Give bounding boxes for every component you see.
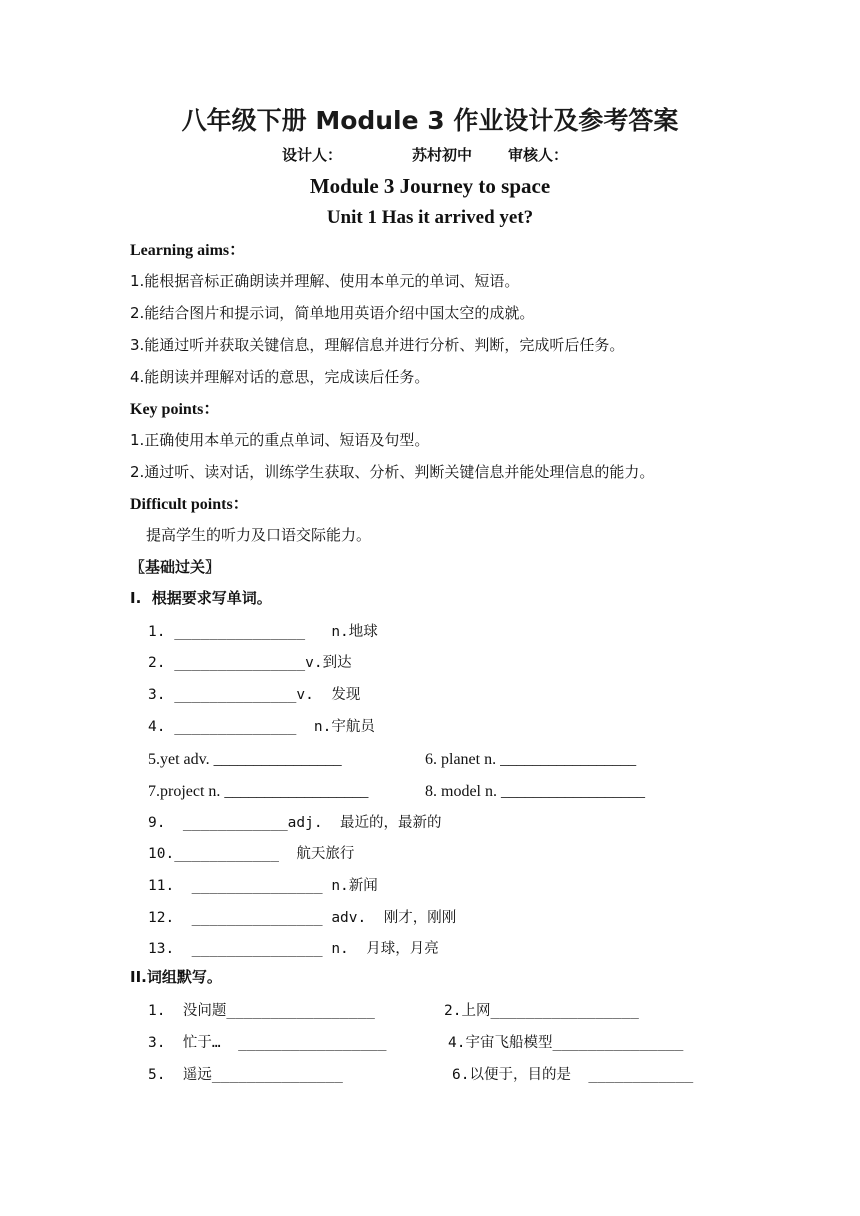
module-title: Module 3 Journey to space bbox=[309, 174, 551, 198]
word-item-5: 5.yet adv. ________________ bbox=[148, 751, 342, 768]
phrase-item-4: 4.宇宙飞船模型_______________ bbox=[448, 1035, 684, 1051]
section-1-heading: I. 根据要求写单词。 bbox=[130, 589, 272, 607]
page-title: 八年级下册 Module 3 作业设计及参考答案 bbox=[181, 106, 679, 135]
learning-aim-1: 1.能根据音标正确朗读并理解、使用本单元的单词、短语。 bbox=[130, 272, 520, 290]
learning-aim-4: 4.能朗读并理解对话的意思，完成读后任务。 bbox=[130, 368, 430, 386]
learning-aims-heading: Learning aims： bbox=[130, 242, 246, 259]
word-item-10: 10.____________ 航天旅行 bbox=[148, 846, 355, 862]
basics-label: 〖基础过关〗 bbox=[130, 558, 221, 576]
designer-label: 设计人： bbox=[282, 146, 343, 164]
word-item-4: 4. ______________ n.宇航员 bbox=[148, 719, 375, 735]
word-item-3: 3. ______________v. 发现 bbox=[148, 687, 361, 703]
word-item-11: 11. _______________ n.新闻 bbox=[148, 878, 378, 894]
word-item-7: 7.project n. __________________ bbox=[148, 783, 369, 800]
difficult-points-text: 提高学生的听力及口语交际能力。 bbox=[146, 526, 372, 544]
section-2-heading: II.词组默写。 bbox=[130, 968, 222, 986]
word-item-13: 13. _______________ n. 月球，月亮 bbox=[148, 941, 439, 957]
key-point-2: 2.通过听、读对话，训练学生获取、分析、判断关键信息并能处理信息的能力。 bbox=[130, 463, 655, 481]
word-item-8: 8. model n. __________________ bbox=[425, 783, 645, 800]
reviewer-label: 审核人： bbox=[508, 146, 569, 164]
key-point-1: 1.正确使用本单元的重点单词、短语及句型。 bbox=[130, 431, 430, 449]
word-item-1: 1. _______________ n.地球 bbox=[148, 624, 378, 640]
phrase-item-1: 1. 没问题_________________ bbox=[148, 1003, 375, 1019]
word-item-6: 6. planet n. _________________ bbox=[425, 751, 637, 768]
phrase-item-2: 2.上网_________________ bbox=[444, 1003, 639, 1019]
word-item-9: 9. ____________adj. 最近的，最新的 bbox=[148, 815, 442, 831]
school-name: 苏村初中 bbox=[412, 146, 473, 164]
phrase-item-3: 3. 忙于… _________________ bbox=[148, 1035, 387, 1051]
word-item-2: 2. _______________v.到达 bbox=[148, 655, 352, 671]
learning-aim-2: 2.能结合图片和提示词，简单地用英语介绍中国太空的成就。 bbox=[130, 304, 535, 322]
phrase-item-6: 6.以便于，目的是 ____________ bbox=[452, 1067, 694, 1083]
unit-title: Unit 1 Has it arrived yet? bbox=[326, 207, 534, 228]
word-item-12: 12. _______________ adv. 刚才，刚刚 bbox=[148, 910, 457, 926]
difficult-points-heading: Difficult points： bbox=[130, 496, 249, 513]
learning-aim-3: 3.能通过听并获取关键信息，理解信息并进行分析、判断，完成听后任务。 bbox=[130, 336, 625, 354]
key-points-heading: Key points： bbox=[130, 401, 220, 418]
phrase-item-5: 5. 遥远_______________ bbox=[148, 1067, 343, 1083]
